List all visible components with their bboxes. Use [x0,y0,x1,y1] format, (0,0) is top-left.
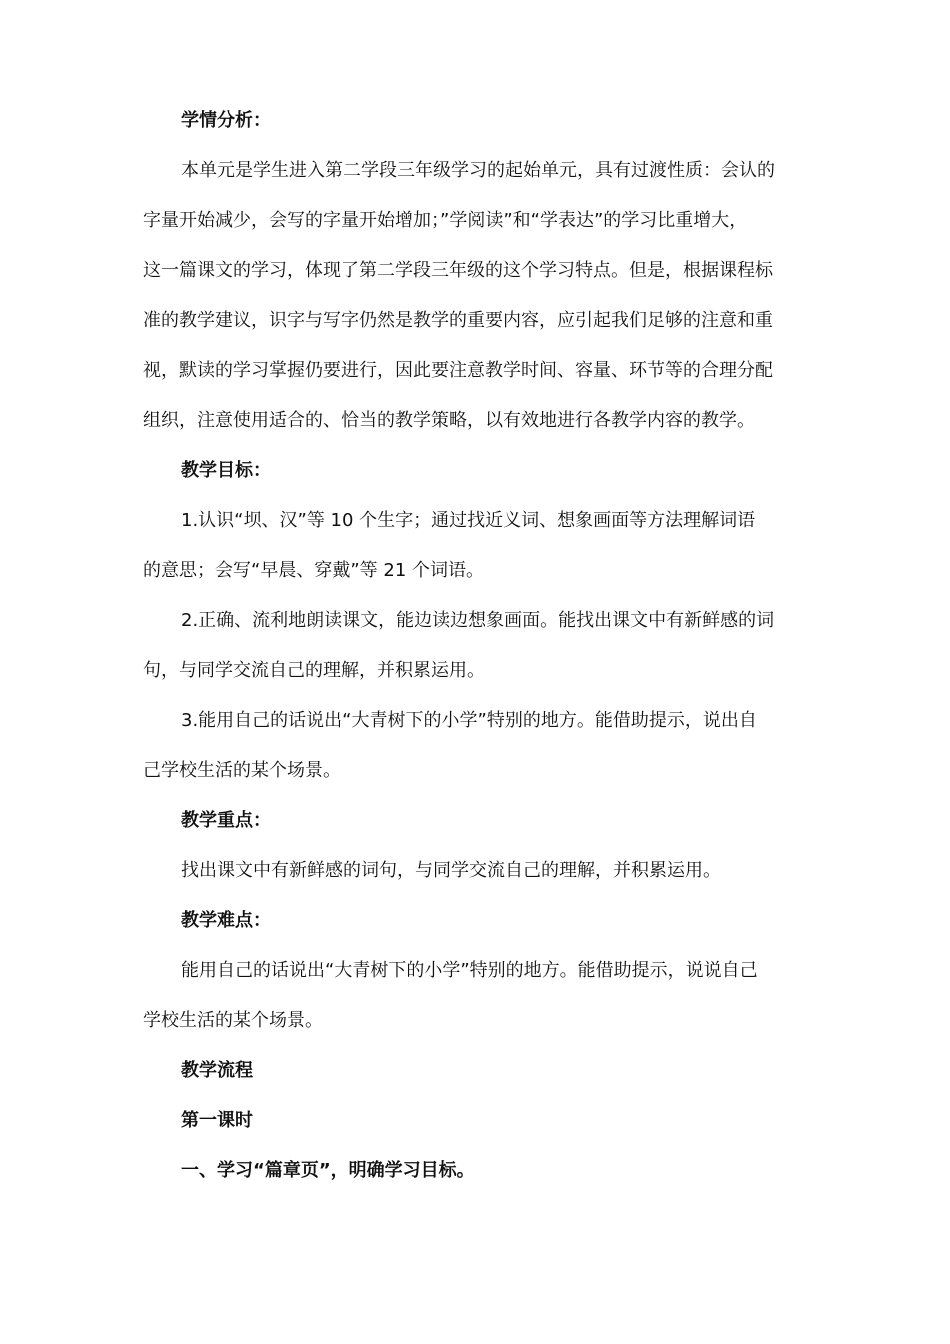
goal-1-line: 的意思；会写“早晨、穿戴”等 21 个词语。 [143,560,484,581]
step-heading: 一、学习“篇章页”，明确学习目标。 [181,1160,475,1181]
difficulty-line: 学校生活的某个场景。 [143,1010,323,1031]
goal-3-line: 3.能用自己的话说出“大青树下的小学”特别的地方。能借助提示，说出自 [181,710,757,731]
goal-3-line: 己学校生活的某个场景。 [143,760,341,781]
analysis-paragraph-line: 字量开始减少，会写的字量开始增加；”学阅读”和“学表达”的学习比重增大， [143,210,748,231]
analysis-paragraph-line: 这一篇课文的学习，体现了第二学段三年级的这个学习特点。但是，根据课程标 [143,260,773,281]
analysis-paragraph-line: 视，默读的学习掌握仍要进行，因此要注意教学时间、容量、环节等的合理分配 [143,360,773,381]
difficulty-line: 能用自己的话说出“大青树下的小学”特别的地方。能借助提示，说说自己 [181,960,758,981]
analysis-paragraph-line: 本单元是学生进入第二学段三年级学习的起始单元，具有过渡性质：会认的 [181,160,775,181]
lesson-heading: 第一课时 [181,1110,253,1131]
difficulty-heading: 教学难点： [181,910,271,931]
goal-2-line: 句，与同学交流自己的理解，并积累运用。 [143,660,485,681]
process-heading: 教学流程 [181,1060,253,1081]
analysis-heading: 学情分析： [181,110,271,131]
goal-2-line: 2.正确、流利地朗读课文，能边读边想象画面。能找出课文中有新鲜感的词 [181,610,775,631]
analysis-paragraph-line: 组织，注意使用适合的、恰当的教学策略，以有效地进行各教学内容的教学。 [143,410,755,431]
document-body [143,96,818,1196]
analysis-paragraph-line: 准的教学建议，识字与写字仍然是教学的重要内容，应引起我们足够的注意和重 [143,310,773,331]
goals-heading: 教学目标： [181,460,271,481]
key-points-line: 找出课文中有新鲜感的词句，与同学交流自己的理解，并积累运用。 [181,860,721,881]
key-points-heading: 教学重点： [181,810,271,831]
goal-1-line: 1.认识“坝、汉”等 10 个生字；通过找近义词、想象画面等方法理解词语 [181,510,756,531]
